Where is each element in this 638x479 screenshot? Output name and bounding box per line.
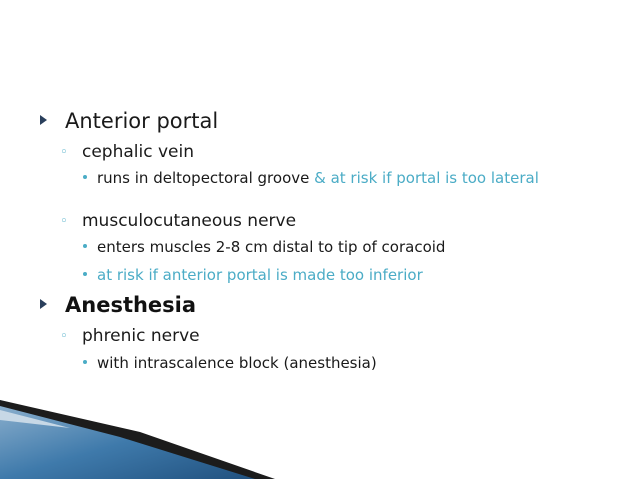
dot-bullet-icon: [83, 244, 87, 248]
dot-bullet-icon: [83, 175, 87, 179]
detail-text: enters muscles 2-8 cm distal to tip of coracoid: [97, 238, 446, 256]
circle-bullet-icon: ◦: [60, 145, 68, 160]
dot-bullet-icon: [83, 272, 87, 276]
circle-bullet-icon: ◦: [60, 214, 68, 229]
detail-text: runs in deltopectoral groove & at risk if portal is too lateral: [97, 169, 539, 187]
bullet-label: Anterior portal: [65, 109, 219, 133]
sub-bullet-label: cephalic vein: [82, 142, 195, 162]
dot-bullet-icon: [83, 360, 87, 364]
triangle-bullet-icon: [40, 299, 47, 309]
bullet-label: Anesthesia: [65, 293, 197, 317]
circle-bullet-icon: ◦: [60, 329, 68, 344]
triangle-bullet-icon: [40, 115, 47, 125]
detail-text: with intrascalence block (anesthesia): [97, 354, 377, 372]
sub-bullet-label: musculocutaneous nerve: [82, 211, 297, 231]
sub-bullet-label: phrenic nerve: [82, 326, 200, 346]
detail-text: at risk if anterior portal is made too inferior: [97, 266, 423, 284]
